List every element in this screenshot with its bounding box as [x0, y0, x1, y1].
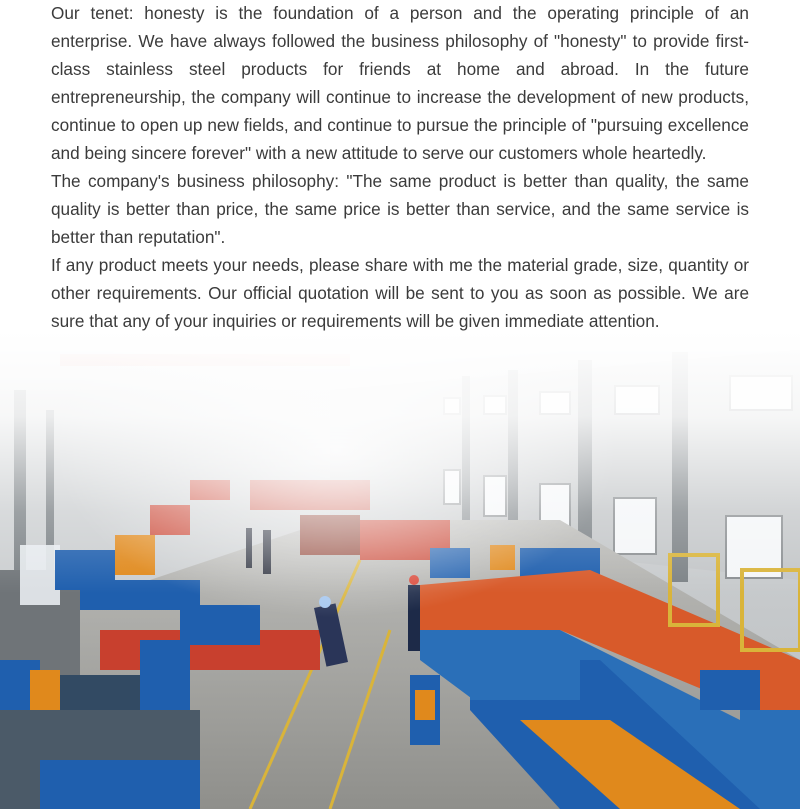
paragraph-tenet: Our tenet: honesty is the foundation of a person and the operating principle of an enterprise. We have always followed the business philosophy of "honesty" to provide first-class stainless steel products for friends at home and abroad. In the future entrepreneurship, the company will continue to increase the development of new products, continue to open up new fields, and continue to pursue the principle of "pursuing excellence and being sincere forever" with a new attitude to serve our customers whole heartedly.	[51, 3, 749, 163]
paragraph-inquiry: If any product meets your needs, please share with me the material grade, size, quantity or other requirements. Our official quotation will be sent to you as soon as possible. We are sure that any of your inquiries or requirements will be given immediate attention.	[51, 255, 749, 331]
paragraph-philosophy: The company's business philosophy: "The same product is better than quality, the same quality is better than price, the same price is better than service, and the same service is better than reputation".	[51, 171, 749, 247]
factory-floor-photo	[0, 330, 800, 809]
article-text	[51, 0, 749, 335]
